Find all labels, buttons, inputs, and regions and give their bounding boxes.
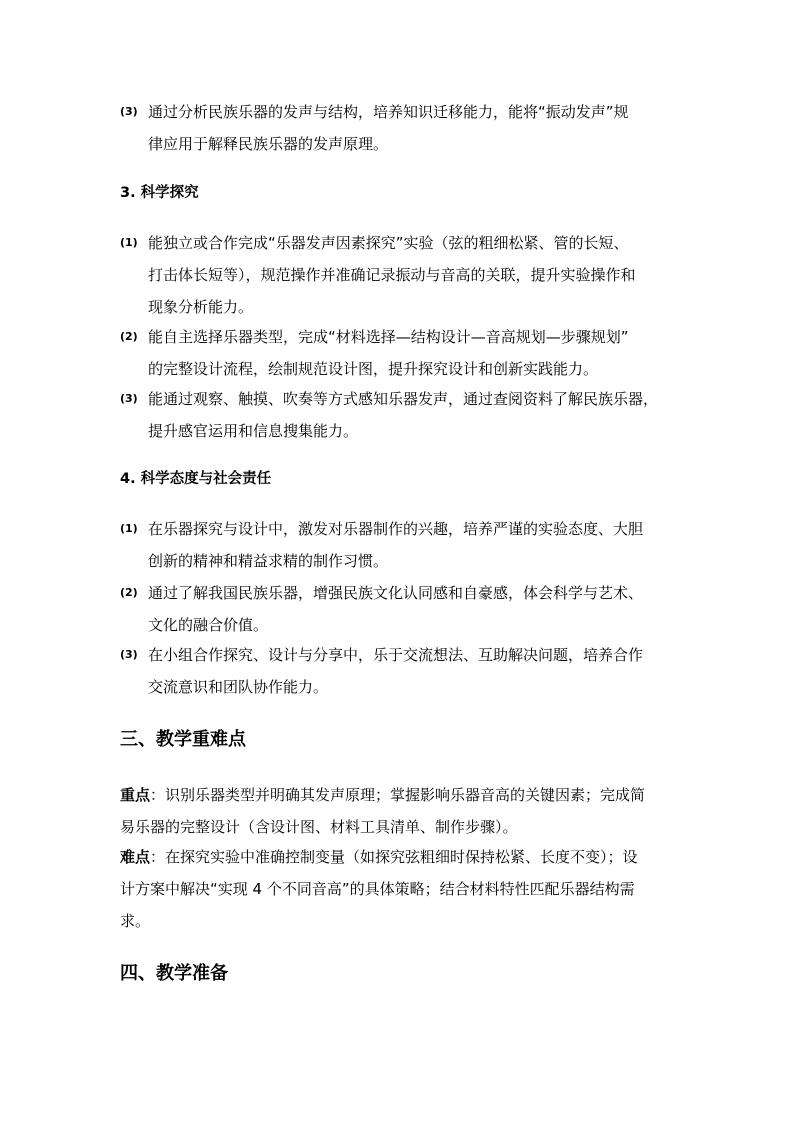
list-item	[120, 227, 680, 323]
item-text-line: 创新的精神和精益求精的制作习惯。	[148, 552, 389, 570]
key-point-paragraph	[120, 779, 680, 843]
list-item	[120, 513, 680, 577]
section-heading-science-inquiry: 3. 科学探究	[120, 185, 199, 201]
item-text-line: 在乐器探究与设计中，激发对乐器制作的兴趣，培养严谨的实验态度、大胆	[148, 520, 644, 538]
list-item	[120, 96, 680, 160]
difficulty-label: 难点	[120, 848, 151, 866]
item-text-line: 通过了解我国民族乐器，增强民族文化认同感和自豪感，体会科学与艺术、	[148, 584, 644, 602]
item-number: (1)	[120, 522, 138, 535]
list-item	[120, 577, 680, 641]
item-number: (2)	[120, 586, 138, 599]
section-heading-attitude: 4. 科学态度与社会责任	[120, 471, 272, 487]
difficulty-paragraph	[120, 841, 680, 937]
difficulty-text-line: 计方案中解决“实现 4 个不同音高”的具体策略；结合材料特性匹配乐器结构需	[120, 880, 635, 898]
item-text-line: 能通过观察、触摸、吹奏等方式感知乐器发声，通过查阅资料了解民族乐器，	[148, 390, 659, 408]
chapter-heading-preparation: 四、教学准备	[120, 963, 228, 984]
item-number: (2)	[120, 330, 138, 343]
item-number: (3)	[120, 392, 138, 405]
item-number: (1)	[120, 236, 138, 249]
item-text-line: 文化的融合价值。	[148, 616, 269, 634]
list-item	[120, 639, 680, 703]
item-number: (3)	[120, 105, 138, 118]
item-text-line: 交流意识和团队协作能力。	[148, 678, 329, 696]
item-text-line: 打击体长短等），规范操作并准确记录振动与音高的关联，提升实验操作和	[148, 266, 636, 284]
item-text-line: 能自主选择乐器类型，完成“材料选择—结构设计—音高规划—步骤规划”	[148, 328, 629, 346]
item-number: (3)	[120, 648, 138, 661]
item-text-line: 通过分析民族乐器的发声与结构，培养知识迁移能力，能将“振动发声”规	[148, 103, 629, 121]
difficulty-text-line: 求。	[120, 912, 151, 930]
key-label: 重点	[120, 786, 151, 804]
item-text-line: 在小组合作探究、设计与分享中，乐于交流想法、互助解决问题，培养合作	[148, 646, 644, 664]
chapter-heading-key-points: 三、教学重难点	[120, 729, 246, 750]
key-text-line: 易乐器的完整设计（含设计图、材料工具清单、制作步骤）。	[120, 818, 518, 836]
key-text: ：识别乐器类型并明确其发声原理；掌握影响乐器音高的关键因素；完成简	[150, 786, 646, 804]
item-text-line: 的完整设计流程，绘制规范设计图，提升探究设计和创新实践能力。	[148, 360, 599, 378]
item-text-line: 律应用于解释民族乐器的发声原理。	[148, 135, 389, 153]
item-text-line: 现象分析能力。	[148, 298, 254, 316]
item-text-line: 能独立或合作完成“乐器发声因素探究”实验（弦的粗细松紧、管的长短、	[148, 234, 629, 252]
item-text-line: 提升感官运用和信息搜集能力。	[148, 422, 359, 440]
difficulty-text: ：在探究实验中准确控制变量（如探究弦粗细时保持松紧、长度不变）；设	[150, 848, 638, 866]
list-item	[120, 321, 680, 385]
list-item	[120, 383, 680, 447]
